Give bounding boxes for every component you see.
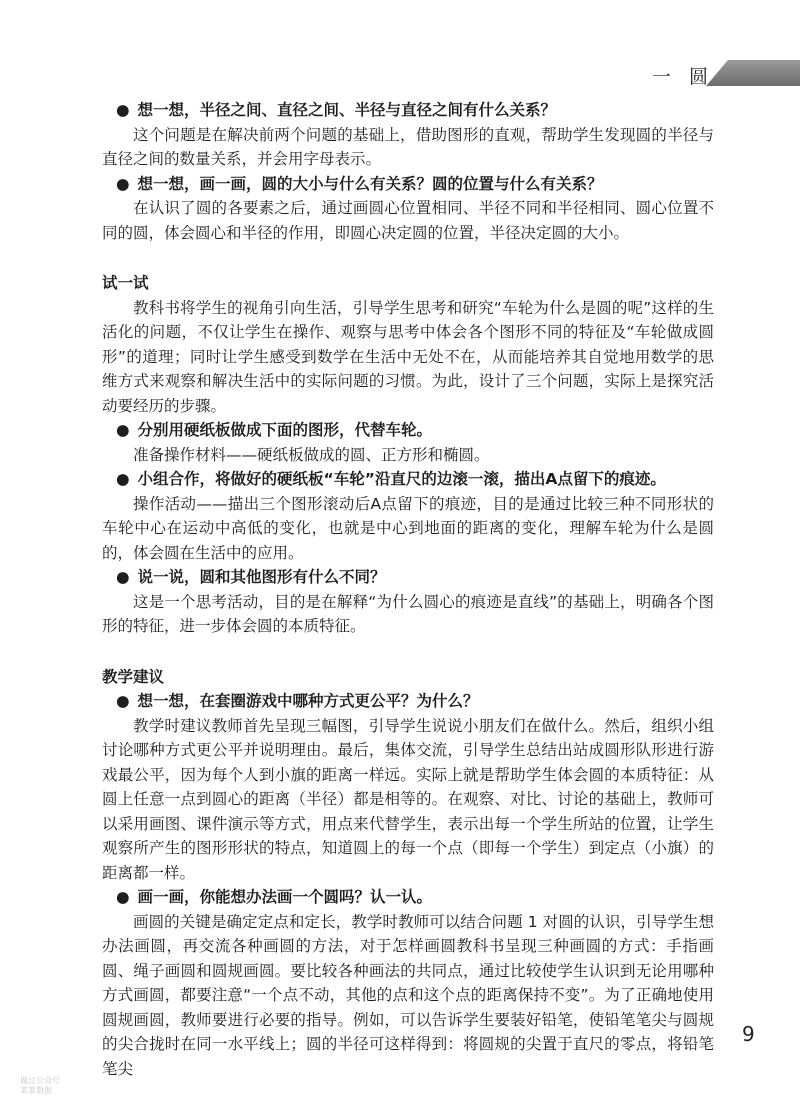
bullet-item: ● 画一画，你能想办法画一个圆吗？认一认。: [116, 888, 433, 906]
page-content: [102, 98, 714, 1081]
paragraph: 教科书将学生的视角引向生活，引导学生思考和研究“车轮为什么是圆的呢”这样的生活化的问题，不仅让学生在操作、观察与思考中体会各个图形不同的特征及“车轮做成圆形”的道理；同时让学生感受到数学在生活中无处不在，从而能培养其自觉地用数学的思维方式来观察和解决生活中的实际问题的习惯。为此，设计了三个问题，实际上是探究活动要经历的步骤。: [102, 298, 714, 415]
paragraph: 操作活动——描出三个图形滚动后A点留下的痕迹，目的是通过比较三种不同形状的车轮中心在运动中高低的变化，也就是中心到地面的距离的变化，理解车轮为什么是圆的，体会圆在生活中的应用。: [102, 494, 714, 562]
section-heading-teaching: 教学建议: [102, 667, 165, 686]
paragraph: 在认识了圆的各要素之后，通过画圆心位置相同、半径不同和半径相同、圆心位置不同的圆，体会圆心和半径的作用，即圆心决定圆的位置，半径决定圆的大小。: [102, 199, 714, 242]
chapter-tab-decoration: [706, 60, 800, 86]
section-heading-try: 试一试: [102, 274, 149, 292]
bullet-item: ● 分别用硬纸板做成下面的图形，代替车轮。: [116, 421, 433, 439]
bullet-icon: ●: [116, 888, 130, 906]
bullet-icon: ●: [116, 174, 130, 193]
chapter-title: 一 圆: [652, 66, 715, 88]
bullet-item: ● 说一说，圆和其他图形有什么不同？: [116, 568, 386, 586]
page-number: 9: [742, 1022, 755, 1046]
bullet-icon: ●: [116, 421, 130, 439]
watermark: 做过公众号 菜菜数据: [20, 1076, 60, 1095]
paragraph: 准备操作材料——硬纸板做成的圆、正方形和椭圆。: [133, 445, 490, 464]
paragraph: 这个问题是在解决前两个问题的基础上，借助图形的直观，帮助学生发现圆的半径与直径之间的数量关系，并会用字母表示。: [102, 125, 714, 168]
bullet-icon: ●: [116, 101, 130, 119]
paragraph: 这是一个思考活动，目的是在解释“为什么圆心的痕迹是直线”的基础上，明确各个图形的特征，进一步体会圆的本质特征。: [102, 592, 714, 635]
paragraph: 画圆的关键是确定定点和定长，教学时教师可以结合问题 1 对圆的认识，引导学生想办法画圆，再交流各种画圆的方法，对于怎样画圆教科书呈现三种画圆的方式：手指画圆、绳子画圆和圆规画圆。要比较各种画法的共同点，通过比较使学生认识到无论用哪种方式画圆，都要注意“一个点不动，其他的点和这个点的距离保持不变”。为了正确地使用圆规画圆，教师要进行必要的指导。例如，可以告诉学生要装好铅笔，使铅笔笔尖与圆规的尖合拢时在同一水平线上；圆的半径可这样得到：将圆规的尖置于直尺的零点，将铅笔笔尖: [102, 912, 714, 1078]
bullet-item: ● 小组合作，将做好的硬纸板“车轮”沿直尺的边滚一滚，描出A点留下的痕迹。: [116, 470, 666, 488]
paragraph: 教学时建议教师首先呈现三幅图，引导学生说说小朋友们在做什么。然后，组织小组讨论哪种方式更公平并说明理由。最后，集体交流，引导学生总结出站成圆形队形进行游戏最公平，因为每个人到小旗的距离一样远。实际上就是帮助学生体会圆的本质特征：从圆上任意一点到圆心的距离（半径）都是相等的。在观察、对比、讨论的基础上，教师可以采用画图、课件演示等方式，用点来代替学生，表示出每一个学生所站的位置，让学生观察所产生的图形形状的特点，知道圆上的每一个点（即每一个学生）到定点（小旗）的距离都一样。: [102, 716, 714, 882]
bullet-icon: ●: [116, 568, 130, 586]
bullet-item: ● 想一想，画一画，圆的大小与什么有关系？圆的位置与什么有关系？: [116, 174, 603, 193]
bullet-item: ● 想一想，半径之间、直径之间、半径与直径之间有什么关系？: [116, 101, 557, 119]
bullet-item: ● 想一想，在套圈游戏中哪种方式更公平？为什么？: [116, 692, 479, 710]
bullet-icon: ●: [116, 692, 130, 710]
bullet-icon: ●: [116, 470, 130, 488]
